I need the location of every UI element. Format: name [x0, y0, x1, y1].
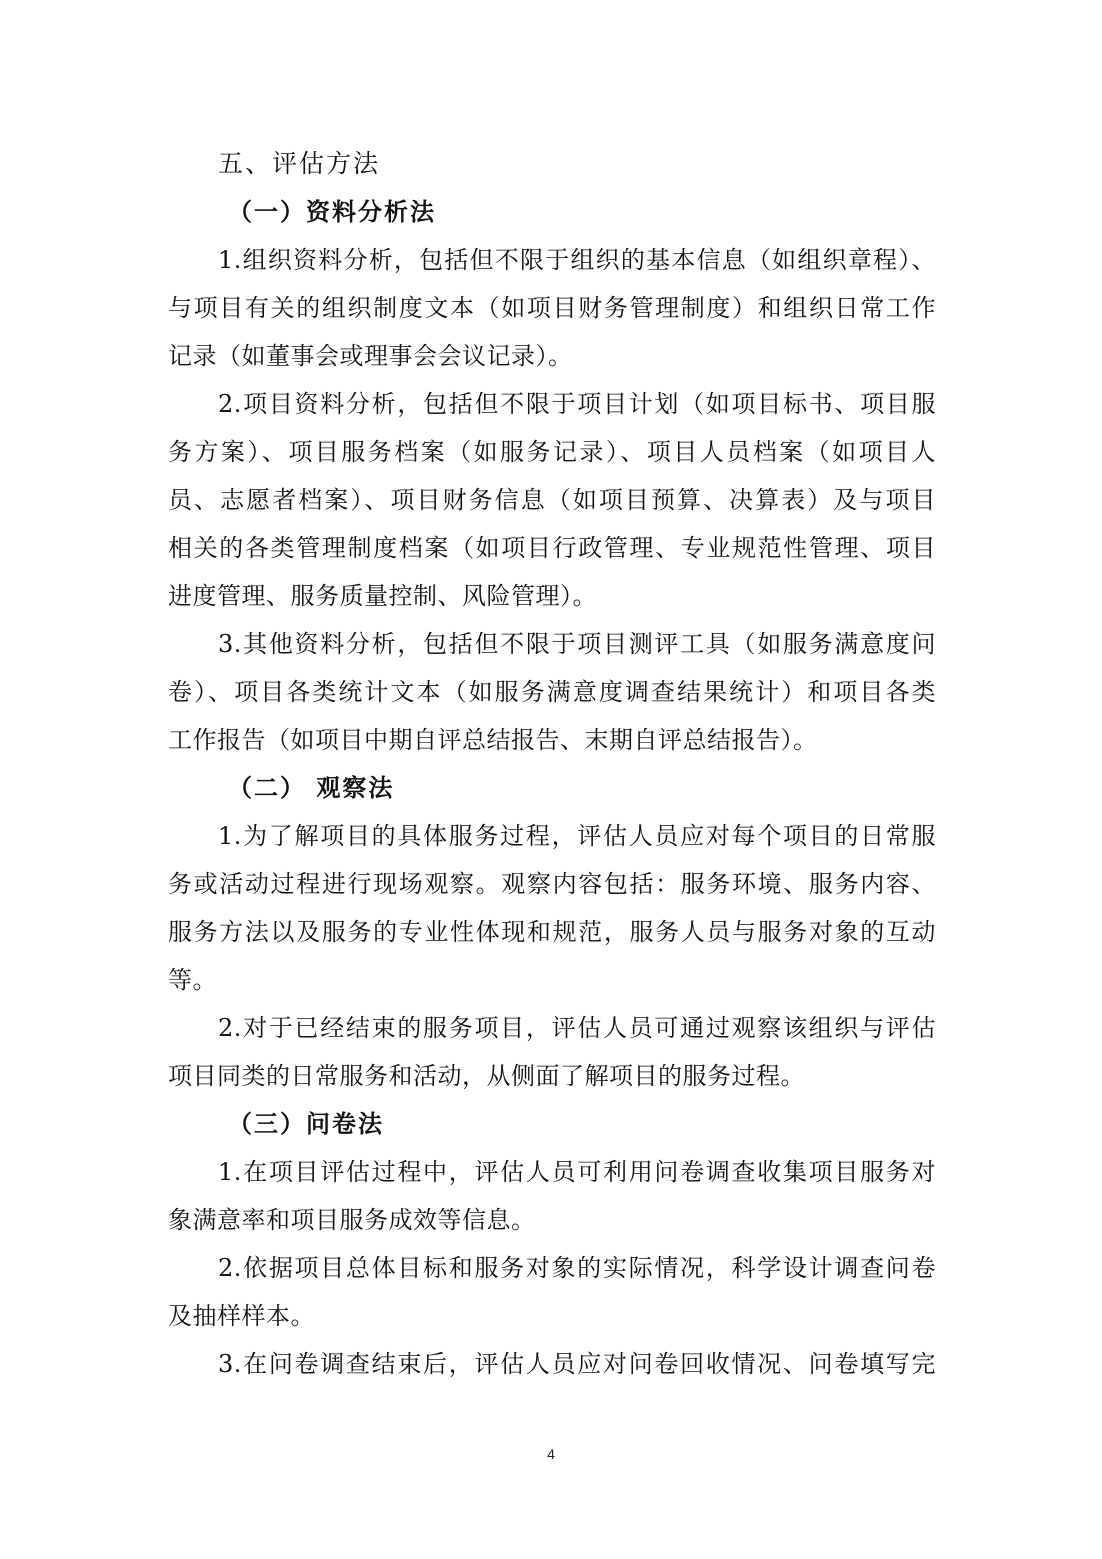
- text-line: 3.在问卷调查结束后，评估人员应对问卷回收情况、问卷填写完: [218, 1350, 936, 1378]
- page-number: 4: [547, 1446, 555, 1462]
- text-line: 务或活动过程进行现场观察。观察内容包括：服务环境、服务内容、: [168, 870, 936, 898]
- text-line: 务方案）、项目服务档案（如服务记录）、项目人员档案（如项目人: [168, 438, 936, 466]
- text-line: 服务方法以及服务的专业性体现和规范，服务人员与服务对象的互动: [168, 918, 936, 946]
- text-line: 2.依据项目总体目标和服务对象的实际情况，科学设计调查问卷: [218, 1254, 936, 1282]
- text-line: 项目同类的日常服务和活动，从侧面了解项目的服务过程。: [168, 1062, 805, 1090]
- paragraph: [168, 620, 936, 764]
- paragraph: [168, 1148, 936, 1244]
- paragraph: [168, 1244, 936, 1340]
- paragraph: [168, 380, 936, 620]
- text-line: 进度管理、服务质量控制、风险管理）。: [168, 582, 597, 610]
- text-line: 1.组织资料分析，包括但不限于组织的基本信息（如组织章程）、: [218, 246, 936, 274]
- text-line: 象满意率和项目服务成效等信息。: [168, 1206, 536, 1234]
- paragraph: [168, 1340, 936, 1388]
- text-line: 2.项目资料分析，包括但不限于项目计划（如项目标书、项目服: [218, 390, 936, 418]
- text-line: 1.为了解项目的具体服务过程，评估人员应对每个项目的日常服: [218, 822, 936, 850]
- paragraph: [168, 812, 936, 1004]
- text-line: 与项目有关的组织制度文本（如项目财务管理制度）和组织日常工作: [168, 294, 936, 322]
- text-line: 卷）、项目各类统计文本（如服务满意度调查结果统计）和项目各类: [168, 678, 936, 706]
- text-line: 员、志愿者档案）、项目财务信息（如项目预算、决算表）及与项目: [168, 486, 936, 514]
- text-line: 等。: [168, 966, 217, 994]
- section-title: 五、评估方法: [218, 149, 381, 178]
- text-line: 3.其他资料分析，包括但不限于项目测评工具（如服务满意度问: [218, 630, 936, 658]
- subsection-title: （三）问卷法: [228, 1110, 384, 1138]
- text-line: 及抽样样本。: [168, 1302, 315, 1330]
- subsection-title: （一）资料分析法: [228, 198, 436, 226]
- paragraph: [168, 236, 936, 380]
- paragraph: [168, 1004, 936, 1100]
- text-line: 相关的各类管理制度档案（如项目行政管理、专业规范性管理、项目: [168, 534, 936, 562]
- text-line: 记录（如董事会或理事会会议记录）。: [168, 342, 573, 370]
- text-line: 工作报告（如项目中期自评总结报告、末期自评总结报告）。: [168, 726, 818, 754]
- text-line: 1.在项目评估过程中，评估人员可利用问卷调查收集项目服务对: [218, 1158, 936, 1186]
- text-line: 2.对于已经结束的服务项目，评估人员可通过观察该组织与评估: [218, 1014, 936, 1042]
- document-body: [168, 140, 936, 1388]
- subsection-title: （二） 观察法: [228, 774, 395, 802]
